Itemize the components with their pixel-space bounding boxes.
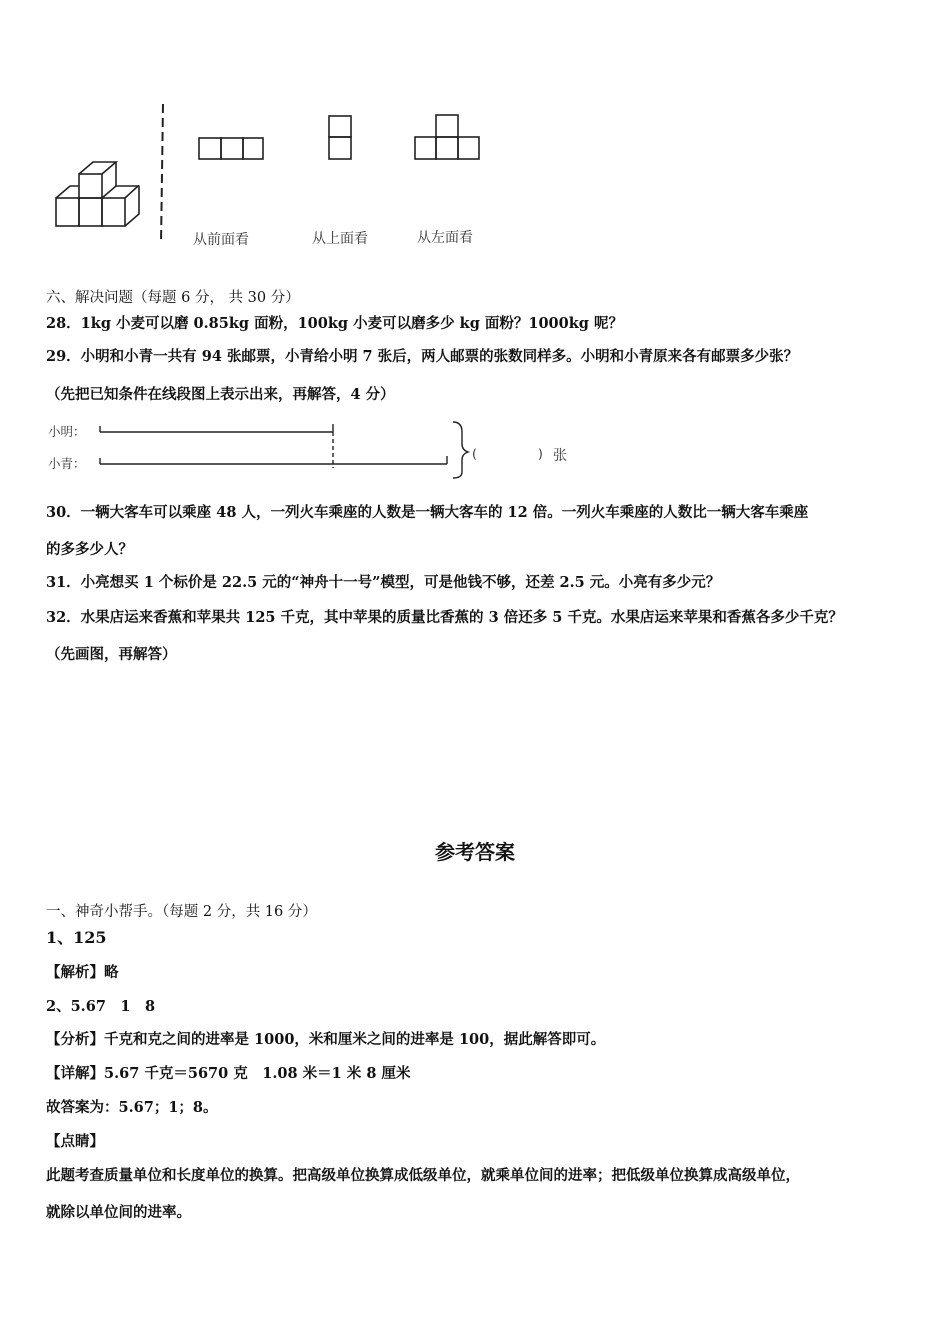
section6-heading: 六、解决问题（每题 6 分， 共 30 分） <box>46 290 300 306</box>
answer-2: 2、5.67 1 8 <box>46 998 156 1015</box>
question-30-line2: 的多多少人？ <box>46 541 133 558</box>
question-29-note: （先把已知条件在线段图上表示出来，再解答，4 分） <box>46 386 395 403</box>
answers-part1-heading: 一、神奇小帮手。（每题 2 分，共 16 分） <box>46 904 317 920</box>
dashed-divider <box>158 104 166 244</box>
answer-2-result: 故答案为：5.67；1；8。 <box>46 1099 218 1116</box>
segment-diagram <box>96 418 486 474</box>
segment-unit: 张 <box>553 448 567 464</box>
segment-bracket-close: ) <box>538 446 543 461</box>
question-32-note: （先画图，再解答） <box>46 646 177 663</box>
question-31: 31．小亮想买 1 个标价是 22.5 元的“神舟十一号”模型，可是他钱不够，还差 2.5 元。小亮有多少元？ <box>46 574 721 591</box>
question-28: 28．1kg 小麦可以磨 0.85kg 面粉，100kg 小麦可以磨多少 kg 面粉？1000kg 呢？ <box>46 315 623 332</box>
answer-2-detail: 【详解】5.67 千克＝5670 克 1.08 米＝1 米 8 厘米 <box>46 1065 411 1082</box>
left-view-label: 从左面看 <box>417 230 473 246</box>
top-view-label: 从上面看 <box>312 231 368 247</box>
answer-2-comment-line1: 此题考查质量单位和长度单位的换算。把高级单位换算成低级单位，就乘单位间的进率；把低级单位换算成高级单位， <box>46 1167 800 1184</box>
front-view-figure <box>197 136 267 162</box>
left-view-figure <box>413 113 485 163</box>
segment-label-xiaoming: 小明： <box>48 424 86 439</box>
answer-2-comment-line2: 就除以单位间的进率。 <box>46 1204 191 1221</box>
answer-2-comment-label: 【点睛】 <box>46 1133 104 1150</box>
answer-1-analysis: 【解析】略 <box>46 964 119 981</box>
answer-2-analysis: 【分析】千克和克之间的进率是 1000，米和厘米之间的进率是 100，据此解答即可。 <box>46 1031 606 1048</box>
cube-stack-figure <box>50 158 155 233</box>
front-view-label: 从前面看 <box>193 232 249 248</box>
question-30-line1: 30．一辆大客车可以乘座 48 人，一列火车乘座的人数是一辆大客车的 12 倍。一列火车乘座的人数比一辆大客车乘座 <box>46 504 809 521</box>
question-29: 29．小明和小青一共有 94 张邮票，小青给小明 7 张后，两人邮票的张数同样多。小明和小青原来各有邮票多少张？ <box>46 348 799 365</box>
answers-title: 参考答案 <box>435 840 515 864</box>
segment-label-xiaoqing: 小青： <box>48 456 86 471</box>
question-32: 32．水果店运来香蕉和苹果共 125 千克，其中苹果的质量比香蕉的 3 倍还多 5 千克。水果店运来苹果和香蕉各多少千克？ <box>46 609 843 626</box>
answer-1: 1、125 <box>46 928 107 947</box>
segment-bracket-open: ( <box>472 446 477 461</box>
top-view-figure <box>327 114 355 162</box>
